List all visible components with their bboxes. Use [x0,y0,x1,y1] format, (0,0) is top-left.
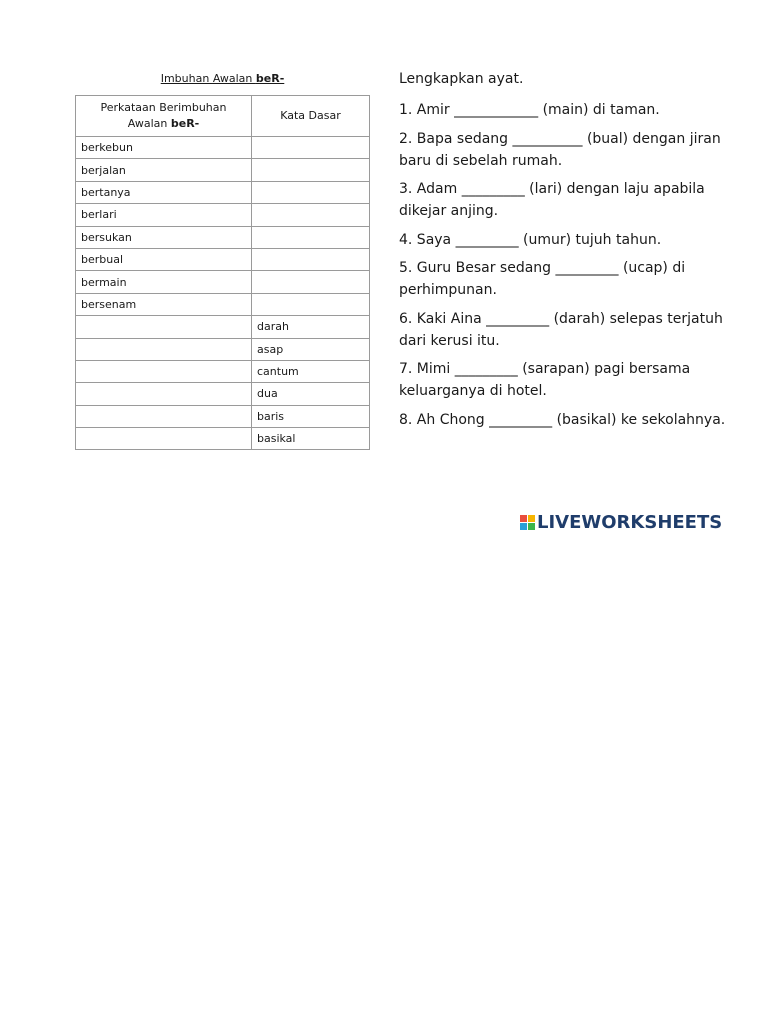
liveworksheets-logo-icon [520,515,535,530]
cell-berimbuhan[interactable] [76,338,252,360]
header-col1-line1: Perkataan Berimbuhan [100,101,227,114]
cell-berimbuhan[interactable] [76,316,252,338]
table-row [76,428,370,450]
cell-berimbuhan: berkebun [76,137,252,159]
table-row [76,360,370,382]
table-row [76,137,370,159]
question-item: 8. Ah Chong _________ (basikal) ke sekolahnya. [399,411,726,428]
table-title [75,72,370,85]
logo-square [520,523,527,530]
header-col1-bold: beR- [170,117,200,130]
cell-kata-dasar: basikal [252,428,370,450]
cell-kata-dasar: asap [252,338,370,360]
cell-berimbuhan: bersenam [76,293,252,315]
table-row [76,316,370,338]
cell-kata-dasar: baris [252,405,370,427]
logo-square [528,523,535,530]
question-list [399,99,729,437]
table-row [76,204,370,226]
table-row [76,338,370,360]
question-item: 6. Kaki Aina _________ (darah) selepas terjatuh dari kerusi itu. [399,310,723,349]
header-berimbuhan [76,96,252,137]
cell-berimbuhan: berbual [76,248,252,270]
cell-kata-dasar: darah [252,316,370,338]
cell-kata-dasar[interactable] [252,248,370,270]
header-col1-prefix: Awalan [127,117,171,130]
cell-kata-dasar[interactable] [252,159,370,181]
table-row [76,159,370,181]
cell-berimbuhan[interactable] [76,428,252,450]
instruction: Lengkapkan ayat. [399,71,524,87]
cell-kata-dasar: cantum [252,360,370,382]
cell-kata-dasar[interactable] [252,204,370,226]
question-item: 1. Amir ____________ (main) di taman. [399,102,660,118]
logo-text: LIVEWORKSHEETS [537,512,723,533]
cell-kata-dasar: dua [252,383,370,405]
logo-square [528,515,535,522]
table-row [76,271,370,293]
table-row [76,226,370,248]
cell-kata-dasar[interactable] [252,293,370,315]
question-item: 3. Adam _________ (lari) dengan laju apabila dikejar anjing. [399,181,705,219]
cell-kata-dasar[interactable] [252,271,370,293]
cell-kata-dasar[interactable] [252,137,370,159]
table-header-row [76,96,370,137]
question-item: 7. Mimi _________ (sarapan) pagi bersama keluarganya di hotel. [399,361,691,399]
table-row [76,248,370,270]
cell-kata-dasar[interactable] [252,181,370,203]
cell-berimbuhan: berlari [76,204,252,226]
cell-berimbuhan: bersukan [76,226,252,248]
logo-square [520,515,527,522]
question-item: 5. Guru Besar sedang _________ (ucap) di perhimpunan. [399,260,686,298]
cell-kata-dasar[interactable] [252,226,370,248]
table-title-bold: beR- [255,72,285,85]
table-row [76,181,370,203]
word-table [75,95,370,450]
cell-berimbuhan: berjalan [76,159,252,181]
cell-berimbuhan[interactable] [76,383,252,405]
cell-berimbuhan[interactable] [76,360,252,382]
table-row [76,383,370,405]
cell-berimbuhan: bertanya [76,181,252,203]
liveworksheets-logo [520,512,722,533]
question-item: 4. Saya _________ (umur) tujuh tahun. [399,231,662,248]
cell-berimbuhan: bermain [76,271,252,293]
cell-berimbuhan[interactable] [76,405,252,427]
table-row [76,293,370,315]
question-item: 2. Bapa sedang __________ (bual) dengan jiran baru di sebelah rumah. [399,130,721,169]
table-title-prefix: Imbuhan Awalan [160,72,256,85]
table-row [76,405,370,427]
header-kata-dasar: Kata Dasar [252,96,370,137]
